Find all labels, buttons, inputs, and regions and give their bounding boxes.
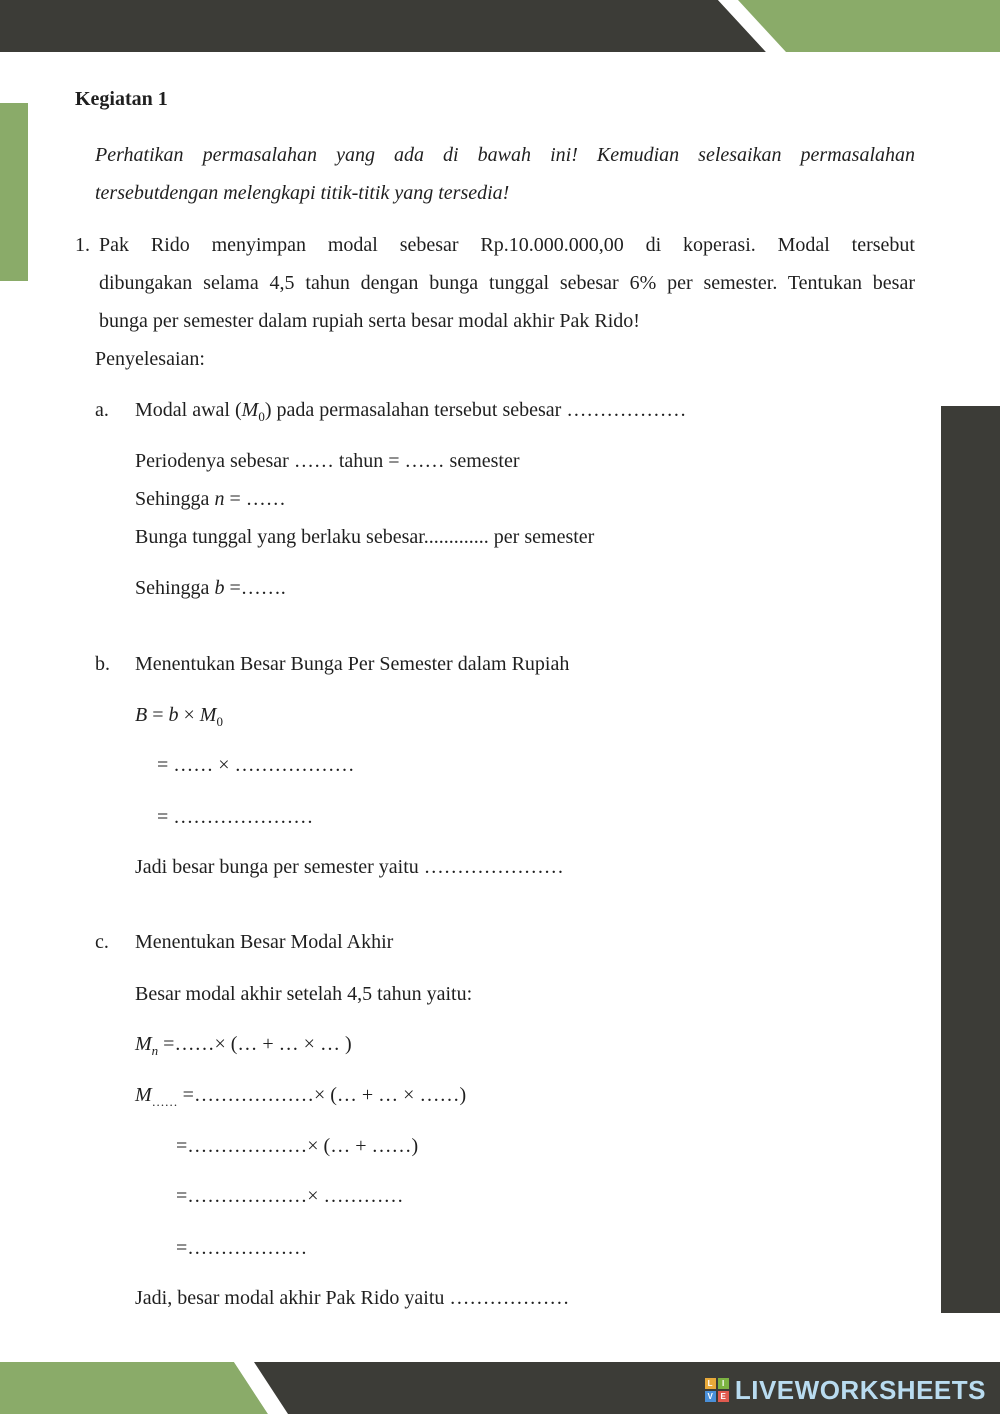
modal-awal-var: M: [241, 399, 259, 421]
problem-line-2: dibungakan selama 4,5 tahun dengan bunga tunggal sebesar 6% per semester. Tentukan besar: [99, 272, 915, 294]
bunga-line: Bunga tunggal yang berlaku sebesar............. per semester: [135, 526, 595, 548]
modal-akhir-conclusion: Jadi, besar modal akhir Pak Rido yaitu ………………: [135, 1287, 570, 1309]
modal-awal-prefix: Modal awal (: [135, 399, 242, 421]
formula-M: M: [199, 704, 217, 726]
n-prefix: Sehingga: [135, 488, 215, 510]
formula-B: B: [135, 704, 148, 726]
instruction-line-1: Perhatikan permasalahan yang ada di bawah ini! Kemudian selesaikan permasalahan: [95, 144, 915, 166]
bunga-step-2: = …………………: [157, 806, 314, 828]
formula-M-sub: 0: [216, 714, 223, 729]
liveworksheets-watermark: [705, 1375, 986, 1405]
bunga-step-1: = …… × ………………: [157, 754, 355, 776]
n-line: [135, 487, 286, 511]
part-c-intro: Besar modal akhir setelah 4,5 tahun yaitu:: [135, 983, 473, 1005]
watermark-text: LIVEWORKSHEETS: [734, 1374, 986, 1405]
n-var: n: [214, 488, 225, 510]
part-b-letter: b.: [95, 653, 110, 675]
bottom-green-band: [0, 1362, 268, 1414]
logo-letter-i: I: [718, 1378, 729, 1389]
right-dark-bar: [941, 406, 1000, 1313]
modal-akhir-formula-1: [135, 1032, 352, 1058]
periode-line: Periodenya sebesar …… tahun = …… semester: [135, 450, 520, 472]
instruction-line-2: tersebutdengan melengkapi titik-titik yang tersedia!: [95, 182, 510, 204]
modal-akhir-formula-2: [135, 1083, 466, 1109]
part-c-letter: c.: [95, 931, 109, 953]
m-blank-var: M: [135, 1084, 152, 1106]
modal-akhir-step-2: =………………× …………: [176, 1185, 404, 1207]
mn-var: M: [135, 1033, 152, 1055]
b-line: [135, 576, 286, 600]
part-a-letter: a.: [95, 399, 109, 421]
solution-label: Penyelesaian:: [95, 348, 205, 370]
mn-rest: =……× (… + … × … ): [158, 1033, 352, 1055]
bunga-formula: [135, 703, 223, 729]
logo-letter-v: V: [705, 1391, 716, 1402]
modal-awal-suffix: ) pada permasalahan tersebut sebesar ………………: [264, 399, 687, 421]
part-b-title: Menentukan Besar Bunga Per Semester dalam Rupiah: [135, 653, 570, 675]
logo-letter-e: E: [718, 1391, 729, 1402]
mn-sub: n: [151, 1043, 159, 1058]
modal-awal-line: [135, 398, 686, 424]
problem-line-3: bunga per semester dalam rupiah serta besar modal akhir Pak Rido!: [99, 310, 640, 332]
modal-akhir-step-3: =………………: [176, 1237, 308, 1259]
bunga-conclusion: Jadi besar bunga per semester yaitu …………………: [135, 856, 564, 878]
left-green-bar: [0, 103, 28, 281]
problem-number: 1.: [75, 234, 90, 256]
modal-akhir-step-1: =………………× (… + ……): [176, 1135, 419, 1157]
m-blank-rest: =………………× (… + … × ……): [177, 1084, 467, 1106]
b-prefix: Sehingga: [135, 577, 215, 599]
formula-times: ×: [178, 704, 200, 726]
modal-awal-sub: 0: [258, 409, 265, 424]
logo-letter-l: L: [705, 1378, 716, 1389]
formula-eq: =: [147, 704, 169, 726]
b-suffix: =…….: [224, 577, 286, 599]
b-var: b: [214, 577, 225, 599]
page-title: Kegiatan 1: [75, 88, 168, 110]
m-blank-sub: ……: [151, 1094, 178, 1109]
top-dark-band: [0, 0, 766, 52]
problem-line-1: Pak Rido menyimpan modal sebesar Rp.10.000.000,00 di koperasi. Modal tersebut: [99, 234, 915, 256]
formula-b: b: [168, 704, 179, 726]
part-c-title: Menentukan Besar Modal Akhir: [135, 931, 394, 953]
liveworksheets-logo-icon: [705, 1378, 729, 1402]
n-suffix: = ……: [224, 488, 286, 510]
